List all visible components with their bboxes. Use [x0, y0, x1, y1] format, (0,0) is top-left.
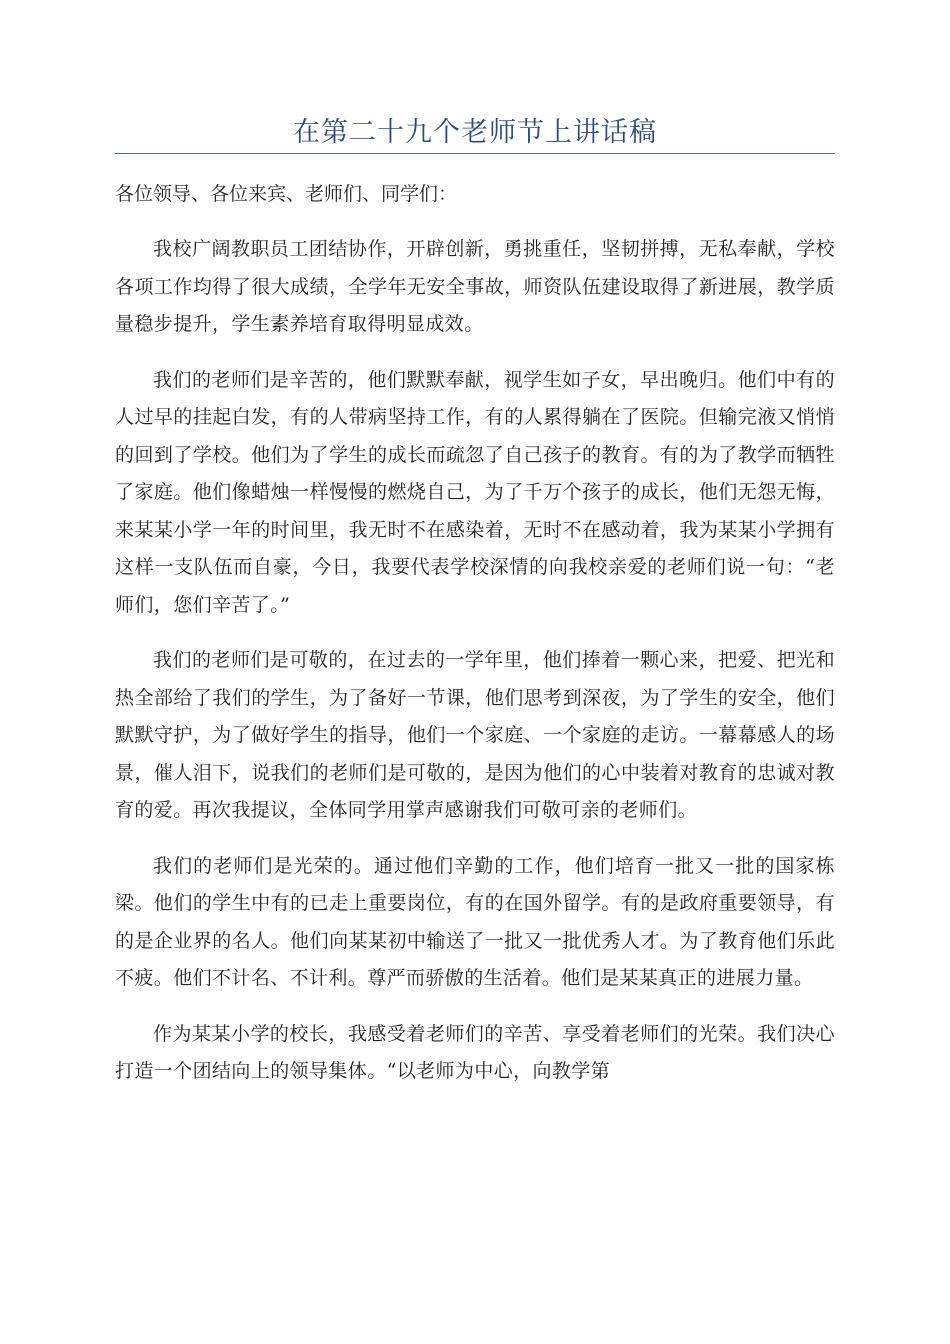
paragraph-1: 我校广阔教职员工团结协作，开辟创新，勇挑重任，坚韧拼搏，无私奉献，学校各项工作均得了很大成绩，全学年无安全事故，师资队伍建设取得了新进展，教学质量稳步提升，学生素养培育取得明显成效。	[115, 238, 835, 335]
paragraph-3: 我们的老师们是可敬的，在过去的一学年里，他们捧着一颗心来，把爱、把光和热全部给了我们的学生，为了备好一节课，他们思考到深夜，为了学生的安全，他们默默守护，为了做好学生的指导，他们一个家庭、一个家庭的走访。一幕幕感人的场景，催人泪下，说我们的老师们是可敬的，是因为他们的心中装着对教育的忠诚对教育的爱。再次我提议，全体同学用掌声感谢我们可敬可亲的老师们。	[115, 649, 835, 821]
document-page	[115, 0, 835, 1091]
document-title: 在第二十九个老师节上讲话稿	[293, 117, 657, 148]
paragraph-2: 我们的老师们是辛苦的，他们默默奉献，视学生如子女，早出晚归。他们中有的人过早的挂起白发，有的人带病坚持工作，有的人累得躺在了医院。但输完液又悄悄的回到了学校。他们为了学生的成长而疏忽了自己孩子的教育。有的为了教学而牺牲了家庭。他们像蜡烛一样慢慢的燃烧自己，为了千万个孩子的成长，他们无怨无悔，来某某小学一年的时间里，我无时不在感染着，无时不在感动着，我为某某小学拥有这样一支队伍而自豪，今日，我要代表学校深情的向我校亲爱的老师们说一句：“老师们，您们辛苦了。”	[115, 368, 835, 616]
salutation: 各位领导、各位来宾、老师们、同学们：	[115, 183, 458, 205]
title-underline	[115, 153, 835, 154]
paragraph-5: 作为某某小学的校长，我感受着老师们的辛苦、享受着老师们的光荣。我们决心打造一个团结向上的领导集体。“以老师为中心，向教学第	[115, 1022, 835, 1082]
paragraph-4: 我们的老师们是光荣的。通过他们辛勤的工作，他们培育一批又一批的国家栋梁。他们的学生中有的已走上重要岗位，有的在国外留学。有的是政府重要领导，有的是企业界的名人。他们向某某初中输送了一批又一批优秀人才。为了教育他们乐此不疲。他们不计名、不计利。尊严而骄傲的生活着。他们是某某真正的进展力量。	[115, 854, 835, 989]
